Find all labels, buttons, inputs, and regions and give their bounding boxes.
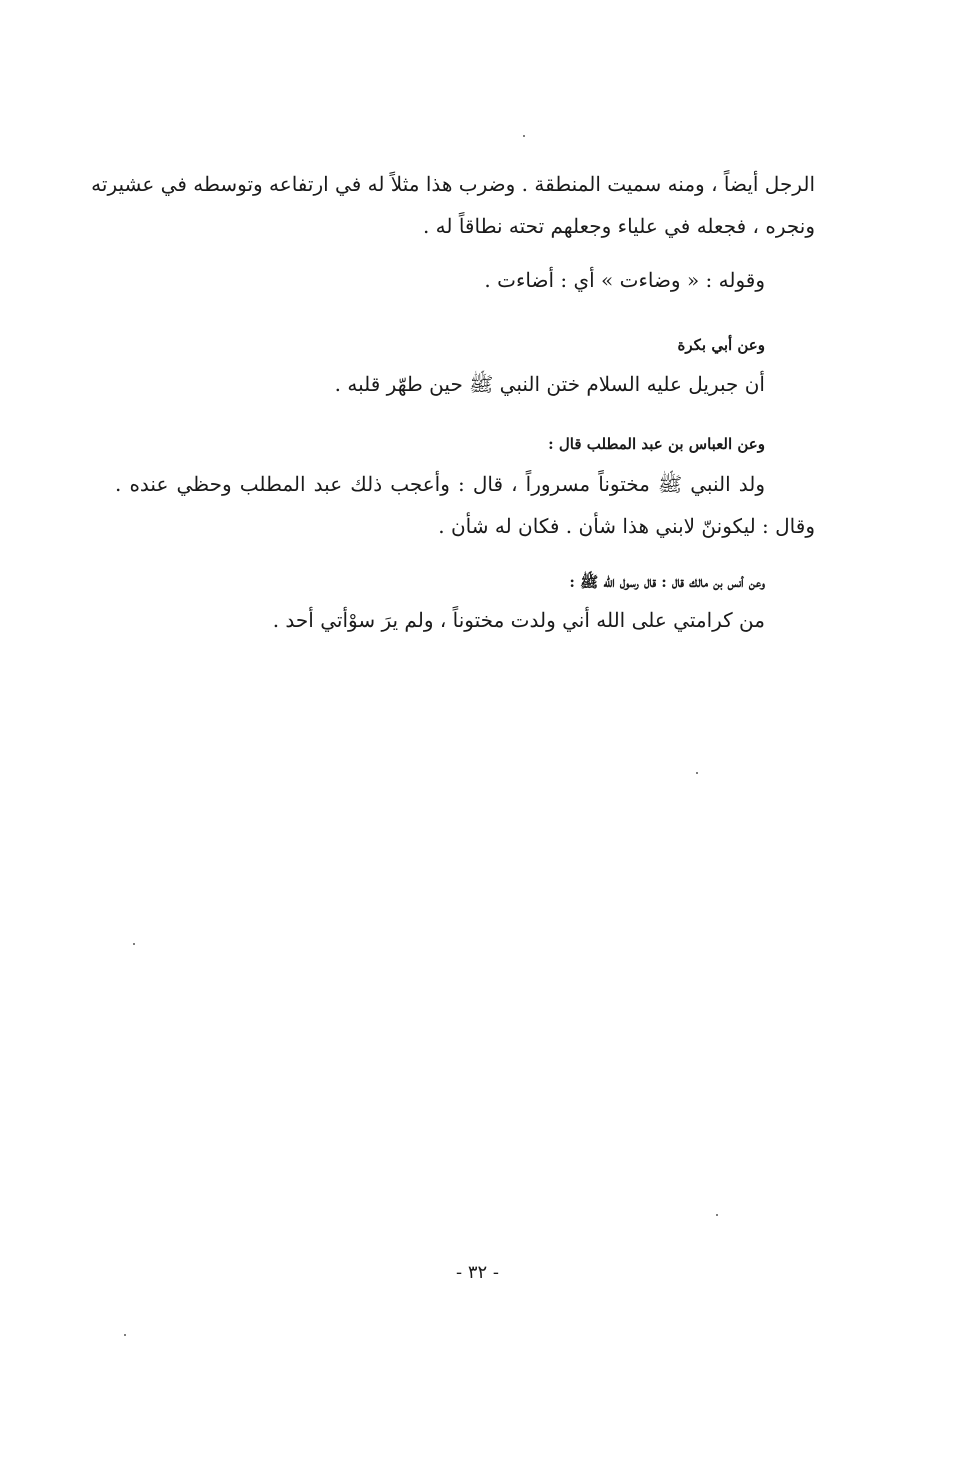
page-number: - ٣٢ - [456, 1262, 499, 1283]
scan-speck [696, 772, 698, 774]
section-2-heading: وعن العباس بن عبد المطلب قال : [548, 435, 765, 453]
paragraph-1-line-1: الرجل أيضاً ، ومنه سميت المنطقة . وضرب هذا مثلاً له في ارتفاعه وتوسطه في عشيرته [91, 172, 815, 196]
scan-speck [523, 135, 525, 137]
section-3-heading: وعن أنس بن مالك قال : قال رسول الله ﷺ : [569, 573, 765, 591]
section-3-line-1: من كرامتي على الله أني ولدت مختوناً ، ولم يرَ سوْأتي أحد . [272, 608, 765, 632]
section-2-line-1: ولد النبي ﷺ مختوناً مسروراً ، قال : وأعجب ذلك عبد المطلب وحظي عنده . [115, 472, 765, 496]
paragraph-2-line-1: وقوله : « وضاءت » أي : أضاءت . [484, 268, 765, 292]
section-2-line-2: وقال : ليكوننّ لابني هذا شأن . فكان له شأن . [438, 514, 815, 538]
section-1-line-1: أن جبريل عليه السلام ختن النبي ﷺ حين طهّر قلبه . [334, 372, 765, 396]
scan-speck [124, 1334, 126, 1336]
scan-speck [716, 1214, 718, 1216]
section-1-heading: وعن أبي بكرة [677, 336, 765, 354]
scan-speck [133, 943, 135, 945]
paragraph-1-line-2: ونجره ، فجعله في علياء وجعلهم تحته نطاقاً له . [422, 214, 815, 238]
